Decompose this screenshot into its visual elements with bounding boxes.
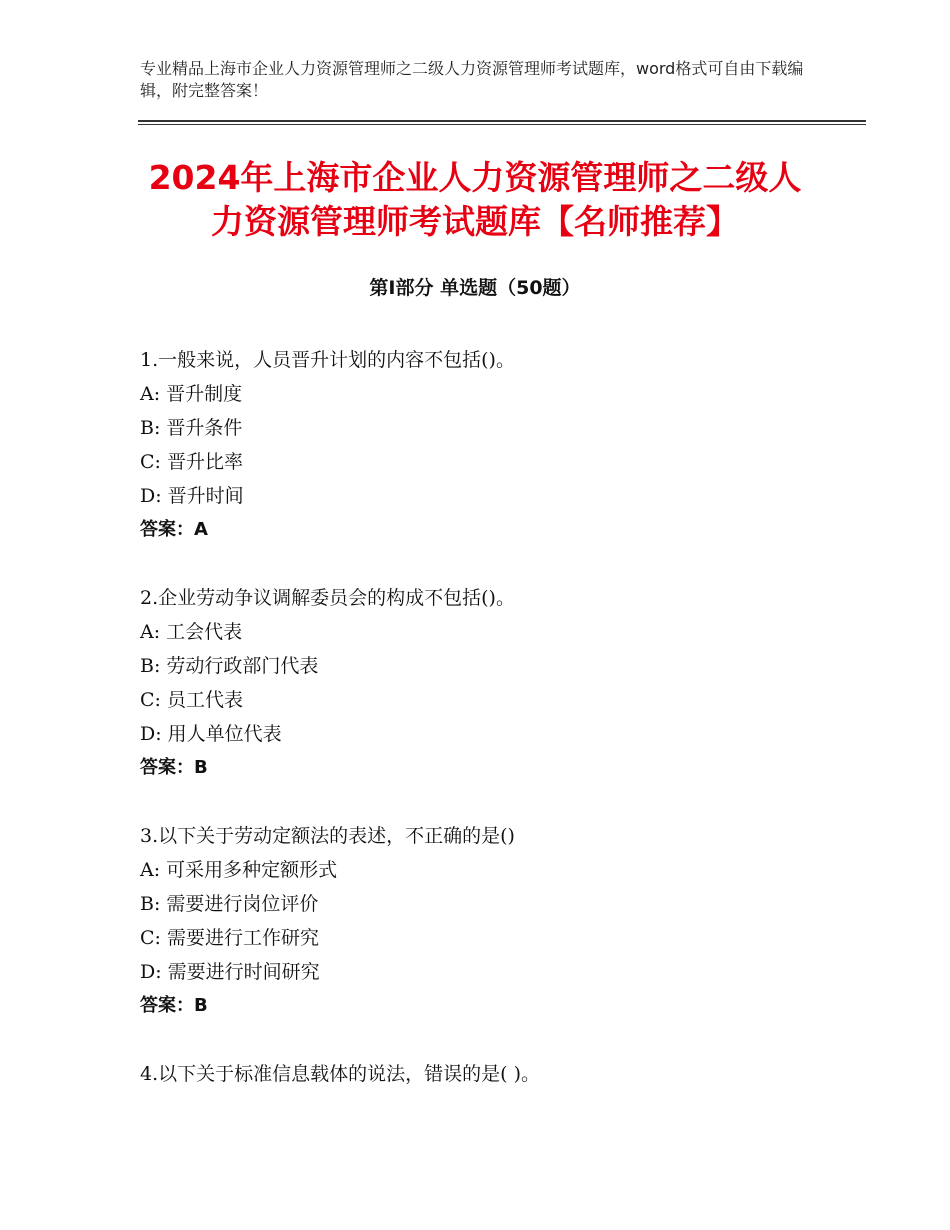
option-c: C: 员工代表 — [140, 689, 243, 711]
question-2 — [140, 581, 860, 785]
question-stem: 3.以下关于劳动定额法的表述，不正确的是() — [140, 825, 515, 847]
document-title-line-1: 2024年上海市企业人力资源管理师之二级人 — [148, 158, 802, 197]
option-d: D: 晋升时间 — [140, 485, 244, 507]
option-b: B: 晋升条件 — [140, 417, 243, 439]
answer: 答案：A — [140, 519, 208, 540]
header-note: 专业精品上海市企业人力资源管理师之二级人力资源管理师考试题库，word格式可自由下载编辑，附完整答案！ — [140, 59, 804, 100]
document-title — [100, 156, 850, 244]
option-a: A: 工会代表 — [140, 621, 243, 643]
option-b: B: 劳动行政部门代表 — [140, 655, 319, 677]
answer: 答案：B — [140, 995, 208, 1016]
question-stem: 4.以下关于标准信息载体的说法，错误的是( )。 — [140, 1063, 540, 1085]
option-d: D: 用人单位代表 — [140, 723, 282, 745]
option-c: C: 晋升比率 — [140, 451, 243, 473]
question-3 — [140, 819, 860, 1023]
option-a: A: 晋升制度 — [140, 383, 243, 405]
question-list — [140, 343, 860, 1125]
section-heading: 第Ⅰ部分 单选题（50题） — [369, 277, 581, 299]
answer: 答案：B — [140, 757, 208, 778]
option-c: C: 需要进行工作研究 — [140, 927, 319, 949]
option-a: A: 可采用多种定额形式 — [140, 859, 338, 881]
header-divider — [138, 120, 866, 122]
question-stem: 1.一般来说，人员晋升计划的内容不包括()。 — [140, 349, 515, 371]
option-d: D: 需要进行时间研究 — [140, 961, 320, 983]
document-title-line-2: 力资源管理师考试题库【名师推荐】 — [211, 202, 739, 241]
question-1 — [140, 343, 860, 547]
question-4 — [140, 1057, 860, 1091]
option-b: B: 需要进行岗位评价 — [140, 893, 319, 915]
question-stem: 2.企业劳动争议调解委员会的构成不包括()。 — [140, 587, 515, 609]
header-divider-thin — [138, 124, 866, 125]
